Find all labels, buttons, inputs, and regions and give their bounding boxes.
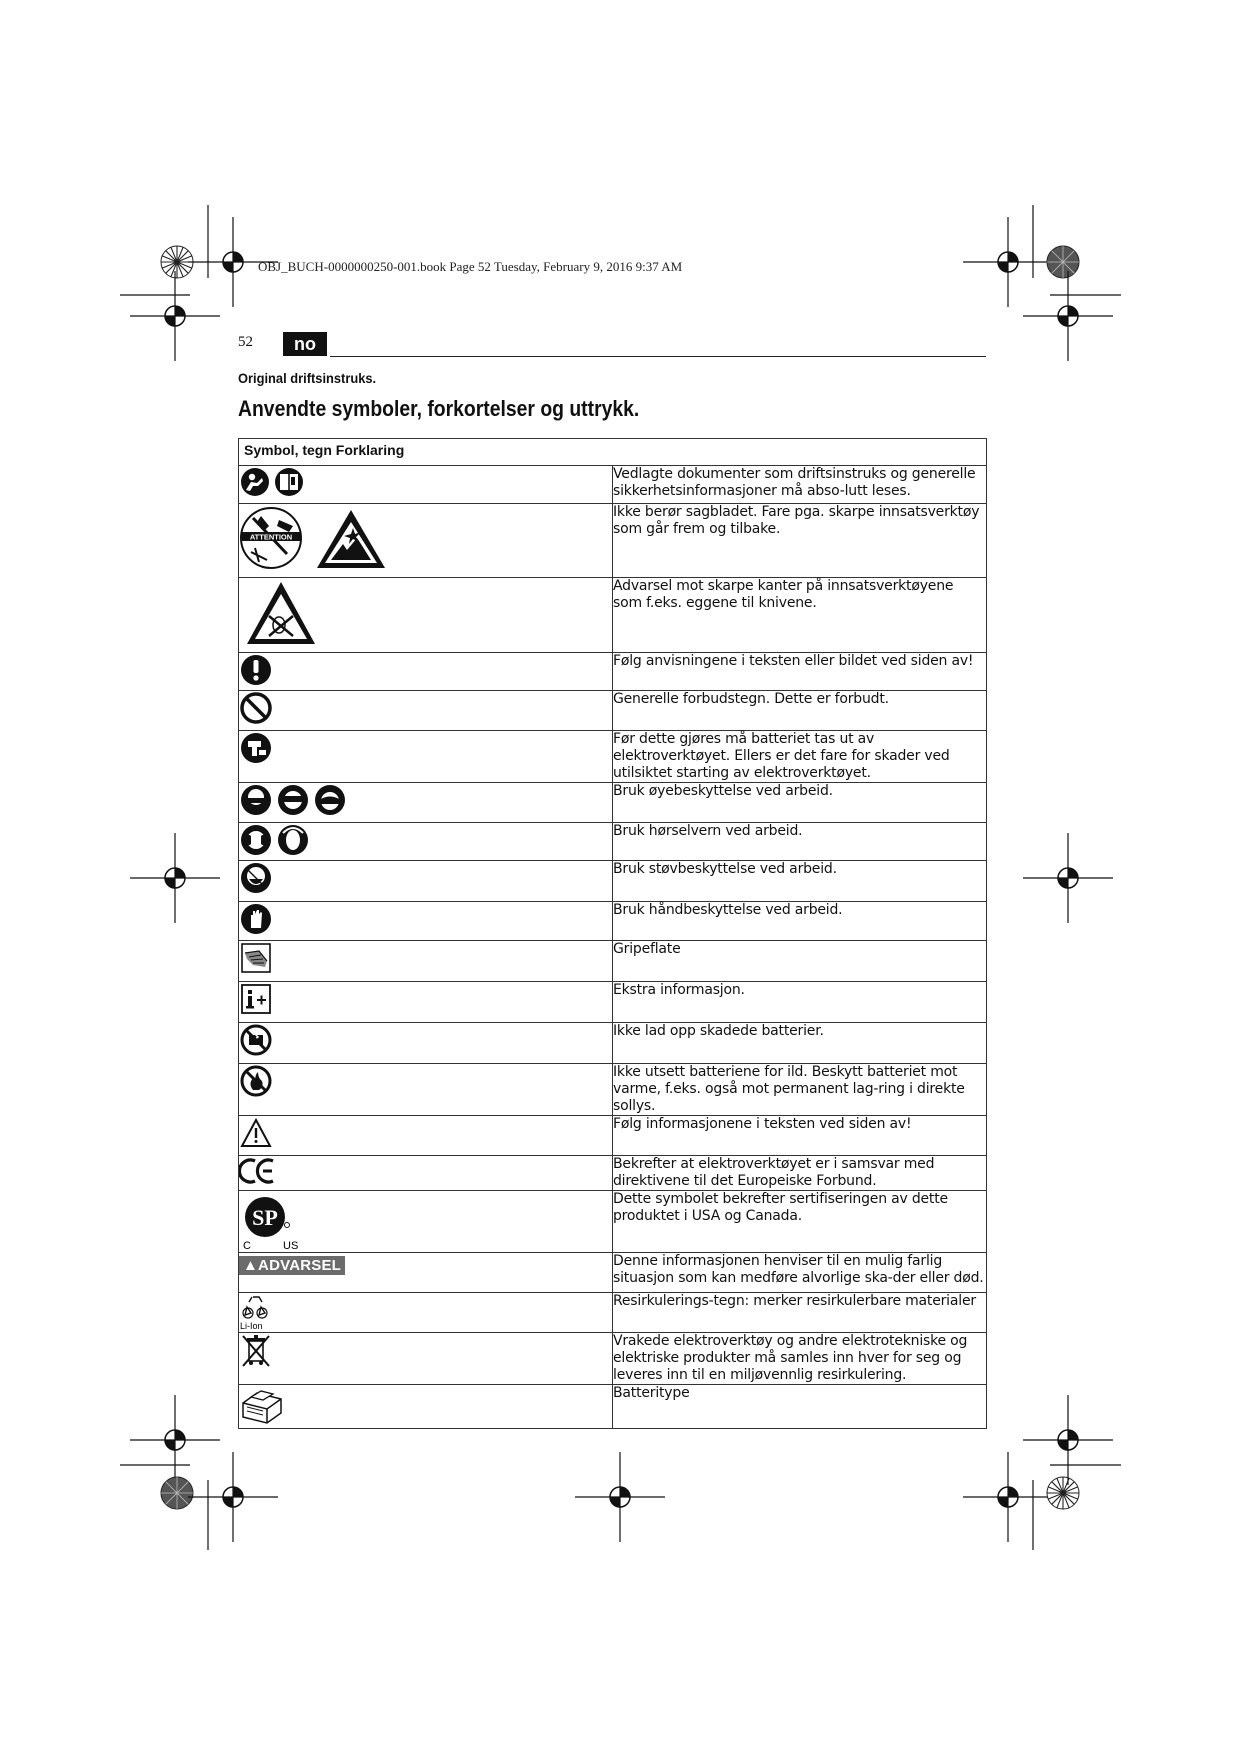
svg-text:ATTENTION: ATTENTION <box>249 532 293 542</box>
csa-us-label: US <box>283 1240 299 1251</box>
table-row <box>239 1253 987 1293</box>
table-row <box>239 1191 987 1253</box>
print-header: OBJ_BUCH-0000000250-001.book Page 52 Tuesday, February 9, 2016 9:37 AM <box>258 259 683 274</box>
table-row <box>239 982 987 1023</box>
ce-mark-icon <box>239 1156 277 1186</box>
sharp-edges-warning-icon <box>239 578 319 648</box>
row-description: Vrakede elektroverktøy og andre elektrotekniske og elektriske produkter må samles inn hver for seg og leveres inn til en miljøvennlig resirkulering. <box>613 1333 987 1385</box>
dust-mask-icon <box>239 861 273 895</box>
hand-protection-icon <box>239 902 273 936</box>
table-row <box>239 691 987 731</box>
table-row <box>239 1385 987 1429</box>
document-subtitle: Original driftsinstruks. <box>238 370 377 386</box>
prohibition-icon <box>239 691 273 725</box>
li-ion-label: Li-Ion <box>240 1321 263 1331</box>
info-icon <box>239 982 273 1016</box>
advarsel-text: ADVARSEL <box>258 1257 342 1274</box>
read-manual-icon <box>239 466 309 498</box>
table-row <box>239 731 987 783</box>
row-description: Før dette gjøres må batteriet tas ut av elektroverktøyet. Ellers er det fare for skader ved utilsiktet starting av elektroverktøyet. <box>613 731 987 783</box>
warning-triangle-icon <box>239 1116 273 1150</box>
row-description: Ikke berør sagbladet. Fare pga. skarpe innsatsverktøy som går frem og tilbake. <box>613 504 987 578</box>
table-header-row <box>239 439 987 466</box>
weee-bin-icon <box>239 1333 273 1369</box>
table-row <box>239 902 987 941</box>
remove-battery-icon <box>239 731 273 765</box>
table-row <box>239 1293 987 1333</box>
row-description: Generelle forbudstegn. Dette er forbudt. <box>613 691 987 731</box>
row-description: Ekstra informasjon. <box>613 982 987 1023</box>
hearing-protection-icon <box>239 823 311 857</box>
header-rule <box>330 356 986 357</box>
table-row <box>239 504 987 578</box>
section-title: Anvendte symboler, forkortelser og uttrykk. <box>238 396 640 421</box>
svg-text:SP: SP <box>252 1205 278 1230</box>
grip-surface-icon <box>239 941 273 975</box>
row-description: Denne informasjonen henviser til en mulig farlig situasjon som kan medføre alvorlige ska-der eller død. <box>613 1253 987 1293</box>
language-badge: no <box>283 332 327 356</box>
row-description: Batteritype <box>613 1385 987 1429</box>
symbols-table <box>238 438 987 1429</box>
row-description: Bruk hørselvern ved arbeid. <box>613 823 987 861</box>
recycling-li-ion-icon <box>239 1293 279 1331</box>
row-description: Ikke utsett batteriene for ild. Beskytt batteriet mot varme, f.eks. også mot permanent lag-ring i direkte sollys. <box>613 1064 987 1116</box>
table-row <box>239 783 987 823</box>
eye-protection-icon <box>239 783 349 817</box>
table-row <box>239 1064 987 1116</box>
table-row <box>239 653 987 691</box>
row-description: Bruk støvbeskyttelse ved arbeid. <box>613 861 987 902</box>
table-row <box>239 823 987 861</box>
warning-triangle-icon: ▲ <box>243 1257 259 1274</box>
table-row <box>239 1333 987 1385</box>
row-description: Bruk øyebeskyttelse ved arbeid. <box>613 783 987 823</box>
row-description: Følg informasjonene i teksten ved siden av! <box>613 1116 987 1156</box>
page-number: 52 <box>238 334 253 350</box>
battery-pack-icon <box>239 1385 285 1425</box>
no-fire-battery-icon <box>239 1064 273 1098</box>
table-row <box>239 941 987 982</box>
attention-saw-blade-icon <box>239 504 389 572</box>
table-row <box>239 1023 987 1064</box>
table-header: Symbol, tegn Forklaring <box>239 439 987 466</box>
row-description: Ikke lad opp skadede batterier. <box>613 1023 987 1064</box>
row-description: Dette symbolet bekrefter sertifiseringen av dette produktet i USA og Canada. <box>613 1191 987 1253</box>
csa-mark-icon <box>239 1191 311 1251</box>
row-description: Resirkulerings-tegn: merker resirkulerbare materialer <box>613 1293 987 1333</box>
table-row <box>239 1156 987 1191</box>
row-description: Gripeflate <box>613 941 987 982</box>
table-row <box>239 1116 987 1156</box>
advarsel-label <box>239 1256 345 1275</box>
row-description: Følg anvisningene i teksten eller bildet ved siden av! <box>613 653 987 691</box>
table-row <box>239 578 987 653</box>
no-charge-damaged-battery-icon <box>239 1023 273 1057</box>
row-description: Bruk håndbeskyttelse ved arbeid. <box>613 902 987 941</box>
table-row <box>239 861 987 902</box>
table-row <box>239 466 987 504</box>
mandatory-action-icon <box>239 653 273 687</box>
csa-c-label: C <box>243 1240 251 1251</box>
row-description: Bekrefter at elektroverktøyet er i samsvar med direktivene til det Europeiske Forbund. <box>613 1156 987 1191</box>
row-description: Advarsel mot skarpe kanter på innsatsverktøyene som f.eks. eggene til knivene. <box>613 578 987 653</box>
row-description: Vedlagte dokumenter som driftsinstruks og generelle sikkerhetsinformasjoner må abso-lutt leses. <box>613 466 987 504</box>
